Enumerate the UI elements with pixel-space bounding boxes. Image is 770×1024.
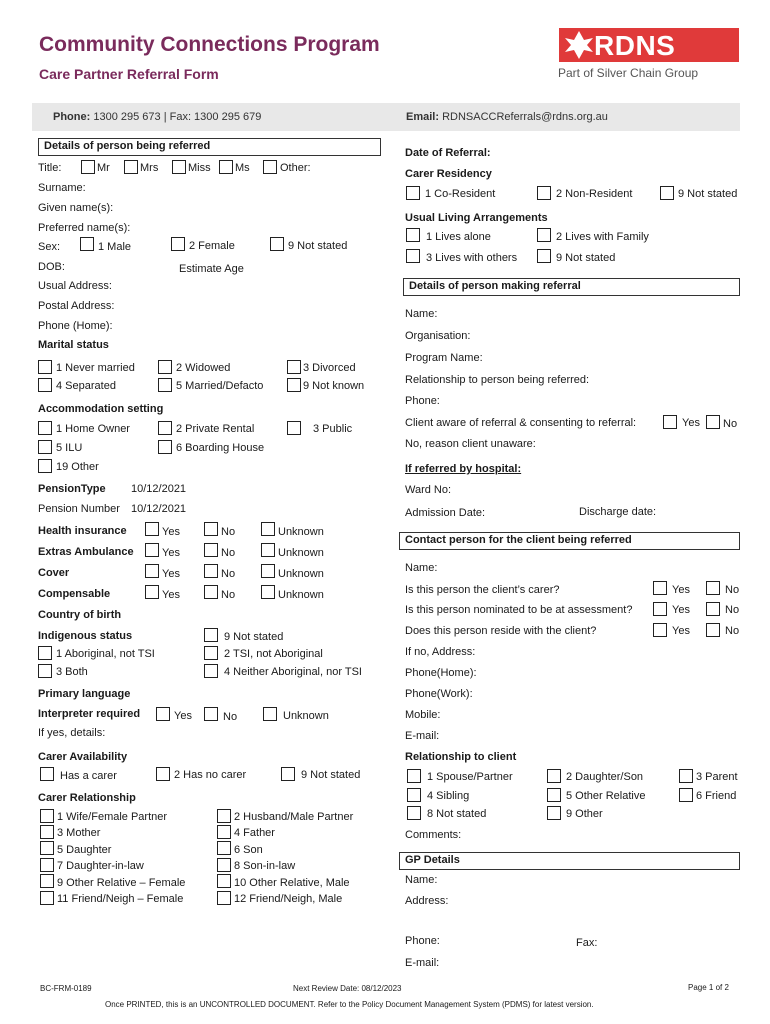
carer-not-stated-checkbox[interactable] bbox=[281, 767, 295, 781]
pension-type-value[interactable]: 10/12/2021 bbox=[131, 483, 187, 495]
if-no-address-label: If no, Address: bbox=[405, 646, 476, 658]
accom-public-label: 3 Public bbox=[313, 423, 353, 435]
sex-not-stated-label: 9 Not stated bbox=[288, 240, 348, 252]
cover-no-label: No bbox=[221, 568, 236, 580]
cover-no-checkbox[interactable] bbox=[204, 564, 218, 578]
extras-ambulance-yes-label: Yes bbox=[162, 547, 180, 559]
client-aware-yes-label: Yes bbox=[682, 417, 700, 429]
contact-email bbox=[406, 111, 608, 123]
client-aware-yes-checkbox[interactable] bbox=[663, 415, 677, 429]
marital-divorced-checkbox[interactable] bbox=[287, 360, 301, 374]
carer-rel-husband-checkbox[interactable] bbox=[217, 809, 231, 823]
accom-ilu-label: 5 ILU bbox=[56, 442, 83, 454]
carer-rel-father-label: 4 Father bbox=[234, 827, 275, 839]
marital-divorced-label: 3 Divorced bbox=[303, 362, 356, 374]
contact-phone-home-label: Phone(Home): bbox=[405, 667, 477, 679]
marital-status-label: Marital status bbox=[38, 339, 109, 351]
is-carer-label: Is this person the client’s carer? bbox=[405, 584, 560, 596]
living-arrangements-label: Usual Living Arrangements bbox=[405, 212, 548, 224]
estimate-age-label: Estimate Age bbox=[179, 263, 244, 275]
carer-rel-other-female-label: 9 Other Relative – Female bbox=[57, 877, 186, 889]
nominated-yes-checkbox[interactable] bbox=[653, 602, 667, 616]
sex-label: Sex: bbox=[38, 241, 61, 253]
client-aware-no-checkbox[interactable] bbox=[706, 415, 720, 429]
referrer-program-label: Program Name: bbox=[405, 352, 483, 364]
uncontrolled-notice: Once PRINTED, this is an UNCONTROLLED DOCUMENT. Refer to the Policy Document Management System (PDMS) for latest version. bbox=[105, 1000, 594, 1009]
health-insurance-no-label: No bbox=[221, 526, 236, 538]
indigenous-status-label: Indigenous status bbox=[38, 630, 133, 642]
carer-rel-son-in-law-label: 8 Son-in-law bbox=[234, 860, 296, 872]
title-mr-label: Mr bbox=[97, 162, 110, 174]
health-insurance-yes-checkbox[interactable] bbox=[145, 522, 159, 536]
indigenous-aboriginal-checkbox[interactable] bbox=[38, 646, 52, 660]
reside-no-label: No bbox=[725, 625, 740, 637]
carer-has-checkbox[interactable] bbox=[40, 767, 54, 781]
accom-ilu-checkbox[interactable] bbox=[38, 440, 52, 454]
sex-male-label: 1 Male bbox=[98, 241, 132, 253]
carer-relationship-label: Carer Relationship bbox=[38, 792, 136, 804]
health-insurance-yes-label: Yes bbox=[162, 526, 180, 538]
carer-rel-daughter-label: 5 Daughter bbox=[57, 844, 112, 856]
health-insurance-unknown-label: Unknown bbox=[278, 526, 324, 538]
marital-widowed-label: 2 Widowed bbox=[176, 362, 231, 374]
indigenous-both-label: 3 Both bbox=[56, 666, 88, 678]
hospital-label: If referred by hospital: bbox=[405, 463, 522, 475]
referrer-organisation-label: Organisation: bbox=[405, 330, 471, 342]
rel-other-relative-label: 5 Other Relative bbox=[566, 790, 646, 802]
carer-rel-friend-female-checkbox[interactable] bbox=[40, 891, 54, 905]
accom-private-rental-checkbox[interactable] bbox=[158, 421, 172, 435]
admission-date-label: Admission Date: bbox=[405, 507, 486, 519]
health-insurance-unknown-checkbox[interactable] bbox=[261, 522, 275, 536]
carer-rel-husband-label: 2 Husband/Male Partner bbox=[234, 811, 354, 823]
nominated-label: Is this person nominated to be at assessment? bbox=[405, 604, 633, 616]
date-of-referral-label: Date of Referral: bbox=[405, 147, 491, 159]
dob-label: DOB: bbox=[38, 261, 65, 273]
title-label: Title: bbox=[38, 162, 62, 174]
carer-rel-daughter-in-law-checkbox[interactable] bbox=[40, 858, 54, 872]
indigenous-tsi-label: 2 TSI, not Aboriginal bbox=[224, 648, 323, 660]
no-reason-label: No, reason client unaware: bbox=[405, 438, 536, 450]
carer-rel-friend-female-label: 11 Friend/Neigh – Female bbox=[57, 893, 184, 905]
rel-parent-label: 3 Parent bbox=[696, 771, 738, 783]
title-miss-checkbox[interactable] bbox=[172, 160, 186, 174]
rel-other-label: 9 Other bbox=[566, 808, 603, 820]
carer-rel-son-label: 6 Son bbox=[234, 844, 263, 856]
interpreter-no-checkbox[interactable] bbox=[204, 707, 218, 721]
marital-not-known-checkbox[interactable] bbox=[287, 378, 301, 392]
title-miss-label: Miss bbox=[188, 162, 211, 174]
living-alone-checkbox[interactable] bbox=[406, 228, 420, 242]
compensable-label: Compensable bbox=[38, 588, 111, 600]
rel-not-stated-checkbox[interactable] bbox=[407, 806, 421, 820]
section-details-referred: Details of person being referred bbox=[38, 138, 381, 156]
extras-ambulance-unknown-checkbox[interactable] bbox=[261, 543, 275, 557]
marital-not-known-label: 9 Not known bbox=[303, 380, 365, 392]
cover-label: Cover bbox=[38, 567, 70, 579]
carer-rel-friend-male-checkbox[interactable] bbox=[217, 891, 231, 905]
client-aware-no-label: No bbox=[723, 418, 738, 430]
rel-friend-label: 6 Friend bbox=[696, 790, 737, 802]
logo-text: RDNS bbox=[594, 30, 676, 61]
referrer-name-label: Name: bbox=[405, 308, 438, 320]
contact-phone bbox=[53, 111, 261, 123]
country-of-birth-label: Country of birth bbox=[38, 609, 122, 621]
reside-no-checkbox[interactable] bbox=[706, 623, 720, 637]
interpreter-unknown-checkbox[interactable] bbox=[263, 707, 277, 721]
accom-other-checkbox[interactable] bbox=[38, 459, 52, 473]
compensable-unknown-label: Unknown bbox=[278, 589, 324, 601]
is-carer-yes-label: Yes bbox=[672, 584, 690, 596]
is-carer-no-label: No bbox=[725, 584, 740, 596]
is-carer-no-checkbox[interactable] bbox=[706, 581, 720, 595]
page-number: Page 1 of 2 bbox=[688, 983, 729, 992]
nominated-no-label: No bbox=[725, 604, 740, 616]
indigenous-both-checkbox[interactable] bbox=[38, 664, 52, 678]
carer-rel-wife-checkbox[interactable] bbox=[40, 809, 54, 823]
email-value: RDNSACCReferrals@rdns.org.au bbox=[442, 111, 608, 123]
carer-availability-label: Carer Availability bbox=[38, 751, 128, 763]
interpreter-label: Interpreter required bbox=[38, 708, 141, 720]
rel-other-checkbox[interactable] bbox=[547, 806, 561, 820]
carer-rel-mother-checkbox[interactable] bbox=[40, 825, 54, 839]
contact-email-label: E-mail: bbox=[405, 730, 440, 742]
contact-mobile-label: Mobile: bbox=[405, 709, 441, 721]
carer-not-stated-label: 9 Not stated bbox=[301, 769, 361, 781]
section-gp: GP Details bbox=[399, 852, 740, 870]
marital-separated-label: 4 Separated bbox=[56, 380, 116, 392]
title-ms-checkbox[interactable] bbox=[219, 160, 233, 174]
rel-spouse-checkbox[interactable] bbox=[407, 769, 421, 783]
interpreter-yes-label: Yes bbox=[174, 710, 192, 722]
postal-address-label: Postal Address: bbox=[38, 300, 115, 312]
carer-rel-father-checkbox[interactable] bbox=[217, 825, 231, 839]
sex-male-checkbox[interactable] bbox=[80, 237, 94, 251]
compensable-no-label: No bbox=[221, 589, 236, 601]
compensable-unknown-checkbox[interactable] bbox=[261, 585, 275, 599]
carer-residency-label: Carer Residency bbox=[405, 168, 492, 180]
cover-unknown-checkbox[interactable] bbox=[261, 564, 275, 578]
rel-other-relative-checkbox[interactable] bbox=[547, 788, 561, 802]
referrer-relationship-label: Relationship to person being referred: bbox=[405, 374, 590, 386]
section-referrer: Details of person making referral bbox=[403, 278, 740, 296]
residency-co-resident-label: 1 Co-Resident bbox=[425, 188, 496, 200]
living-others-checkbox[interactable] bbox=[406, 249, 420, 263]
carer-rel-other-male-label: 10 Other Relative, Male bbox=[234, 877, 350, 889]
marital-never-married-checkbox[interactable] bbox=[38, 360, 52, 374]
carer-rel-other-male-checkbox[interactable] bbox=[217, 874, 231, 888]
section-contact: Contact person for the client being referred bbox=[399, 532, 740, 550]
extras-ambulance-label: Extras Ambulance bbox=[38, 546, 134, 558]
residency-not-stated-checkbox[interactable] bbox=[660, 186, 674, 200]
living-family-checkbox[interactable] bbox=[537, 228, 551, 242]
marital-married-label: 5 Married/Defacto bbox=[176, 380, 264, 392]
living-not-stated-checkbox[interactable] bbox=[537, 249, 551, 263]
accom-home-owner-label: 1 Home Owner bbox=[56, 423, 130, 435]
logo-subtext: Part of Silver Chain Group bbox=[558, 66, 699, 80]
nominated-yes-label: Yes bbox=[672, 604, 690, 616]
compensable-no-checkbox[interactable] bbox=[204, 585, 218, 599]
phone-label: Phone: bbox=[53, 111, 91, 123]
living-others-label: 3 Lives with others bbox=[426, 252, 518, 264]
next-review-date: Next Review Date: 08/12/2023 bbox=[293, 984, 402, 993]
comments-label: Comments: bbox=[405, 829, 462, 841]
gp-address-label: Address: bbox=[405, 895, 449, 907]
contact-phone-work-label: Phone(Work): bbox=[405, 688, 473, 700]
ward-no-label: Ward No: bbox=[405, 484, 452, 496]
extras-ambulance-no-label: No bbox=[221, 547, 236, 559]
title-mrs-label: Mrs bbox=[140, 162, 159, 174]
pension-number-value[interactable]: 10/12/2021 bbox=[131, 503, 187, 515]
carer-rel-wife-label: 1 Wife/Female Partner bbox=[57, 811, 168, 823]
carer-rel-daughter-in-law-label: 7 Daughter-in-law bbox=[57, 860, 144, 872]
title-other-checkbox[interactable] bbox=[263, 160, 277, 174]
extras-ambulance-yes-checkbox[interactable] bbox=[145, 543, 159, 557]
extras-ambulance-unknown-label: Unknown bbox=[278, 547, 324, 559]
carer-has-label: Has a carer bbox=[60, 770, 117, 782]
title-mrs-checkbox[interactable] bbox=[124, 160, 138, 174]
if-yes-details-label: If yes, details: bbox=[38, 727, 106, 739]
carer-rel-friend-male-label: 12 Friend/Neigh, Male bbox=[234, 893, 343, 905]
sex-female-label: 2 Female bbox=[189, 240, 235, 252]
page-subtitle: Care Partner Referral Form bbox=[39, 66, 219, 82]
residency-non-resident-checkbox[interactable] bbox=[537, 186, 551, 200]
cover-yes-label: Yes bbox=[162, 568, 180, 580]
interpreter-unknown-label: Unknown bbox=[283, 710, 329, 722]
rel-daughter-son-label: 2 Daughter/Son bbox=[566, 771, 644, 783]
rel-sibling-label: 4 Sibling bbox=[427, 790, 470, 802]
accom-private-rental-label: 2 Private Rental bbox=[176, 423, 255, 435]
sex-not-stated-checkbox[interactable] bbox=[270, 237, 284, 251]
extras-ambulance-no-checkbox[interactable] bbox=[204, 543, 218, 557]
compensable-yes-label: Yes bbox=[162, 589, 180, 601]
is-carer-yes-checkbox[interactable] bbox=[653, 581, 667, 595]
email-label: Email: bbox=[406, 111, 440, 123]
carer-rel-son-checkbox[interactable] bbox=[217, 841, 231, 855]
accom-other-label: 19 Other bbox=[56, 461, 99, 473]
rel-parent-checkbox[interactable] bbox=[679, 769, 693, 783]
gp-email-label: E-mail: bbox=[405, 957, 440, 969]
carer-none-label: 2 Has no carer bbox=[174, 769, 247, 781]
referrer-phone-label: Phone: bbox=[405, 395, 440, 407]
page-title: Community Connections Program bbox=[39, 33, 380, 56]
surname-label: Surname: bbox=[38, 182, 86, 194]
nominated-no-checkbox[interactable] bbox=[706, 602, 720, 616]
carer-rel-daughter-checkbox[interactable] bbox=[40, 841, 54, 855]
maltese-cross-icon bbox=[562, 28, 596, 62]
indigenous-not-stated-label: 9 Not stated bbox=[224, 631, 284, 643]
relationship-client-label: Relationship to client bbox=[405, 751, 517, 763]
carer-rel-son-in-law-checkbox[interactable] bbox=[217, 858, 231, 872]
indigenous-aboriginal-label: 1 Aboriginal, not TSI bbox=[56, 648, 155, 660]
marital-married-checkbox[interactable] bbox=[158, 378, 172, 392]
interpreter-yes-checkbox[interactable] bbox=[156, 707, 170, 721]
discharge-date-label: Discharge date: bbox=[579, 506, 657, 518]
carer-rel-mother-label: 3 Mother bbox=[57, 827, 101, 839]
rel-daughter-son-checkbox[interactable] bbox=[547, 769, 561, 783]
marital-widowed-checkbox[interactable] bbox=[158, 360, 172, 374]
given-names-label: Given name(s): bbox=[38, 202, 114, 214]
cover-yes-checkbox[interactable] bbox=[145, 564, 159, 578]
living-family-label: 2 Lives with Family bbox=[556, 231, 649, 243]
indigenous-not-stated-checkbox[interactable] bbox=[204, 628, 218, 642]
indigenous-neither-checkbox[interactable] bbox=[204, 664, 218, 678]
carer-rel-other-female-checkbox[interactable] bbox=[40, 874, 54, 888]
living-alone-label: 1 Lives alone bbox=[426, 231, 491, 243]
primary-language-label: Primary language bbox=[38, 688, 131, 700]
marital-never-married-label: 1 Never married bbox=[56, 362, 135, 374]
rel-not-stated-label: 8 Not stated bbox=[427, 808, 487, 820]
title-ms-label: Ms bbox=[235, 162, 250, 174]
gp-name-label: Name: bbox=[405, 874, 438, 886]
compensable-yes-checkbox[interactable] bbox=[145, 585, 159, 599]
sex-female-checkbox[interactable] bbox=[171, 237, 185, 251]
living-not-stated-label: 9 Not stated bbox=[556, 252, 616, 264]
title-other-label: Other: bbox=[280, 162, 311, 174]
rel-friend-checkbox[interactable] bbox=[679, 788, 693, 802]
preferred-names-label: Preferred name(s): bbox=[38, 222, 131, 234]
rel-sibling-checkbox[interactable] bbox=[407, 788, 421, 802]
cover-unknown-label: Unknown bbox=[278, 568, 324, 580]
marital-separated-checkbox[interactable] bbox=[38, 378, 52, 392]
accom-public-checkbox[interactable] bbox=[287, 421, 301, 435]
phone-value: 1300 295 673 | Fax: 1300 295 679 bbox=[93, 111, 262, 123]
residency-not-stated-label: 9 Not stated bbox=[678, 188, 738, 200]
accom-boarding-label: 6 Boarding House bbox=[176, 442, 265, 454]
accom-home-owner-checkbox[interactable] bbox=[38, 421, 52, 435]
carer-none-checkbox[interactable] bbox=[156, 767, 170, 781]
health-insurance-no-checkbox[interactable] bbox=[204, 522, 218, 536]
title-mr-checkbox[interactable] bbox=[81, 160, 95, 174]
reside-yes-checkbox[interactable] bbox=[653, 623, 667, 637]
gp-phone-label: Phone: bbox=[405, 935, 440, 947]
contact-name-label: Name: bbox=[405, 562, 438, 574]
residency-co-resident-checkbox[interactable] bbox=[406, 186, 420, 200]
residency-non-resident-label: 2 Non-Resident bbox=[556, 188, 633, 200]
gp-fax-label: Fax: bbox=[576, 937, 598, 949]
rel-spouse-label: 1 Spouse/Partner bbox=[427, 771, 513, 783]
pension-type-label: PensionType bbox=[38, 483, 106, 495]
interpreter-no-label: No bbox=[223, 711, 238, 723]
indigenous-tsi-checkbox[interactable] bbox=[204, 646, 218, 660]
phone-home-label: Phone (Home): bbox=[38, 320, 113, 332]
pension-number-label: Pension Number bbox=[38, 503, 120, 515]
accommodation-label: Accommodation setting bbox=[38, 403, 164, 415]
health-insurance-label: Health insurance bbox=[38, 525, 127, 537]
accom-boarding-checkbox[interactable] bbox=[158, 440, 172, 454]
reside-yes-label: Yes bbox=[672, 625, 690, 637]
usual-address-label: Usual Address: bbox=[38, 280, 112, 292]
form-code: BC-FRM-0189 bbox=[40, 984, 92, 993]
reside-label: Does this person reside with the client? bbox=[405, 625, 597, 637]
client-aware-label: Client aware of referral & consenting to referral: bbox=[405, 417, 637, 429]
indigenous-neither-label: 4 Neither Aboriginal, nor TSI bbox=[224, 666, 362, 678]
